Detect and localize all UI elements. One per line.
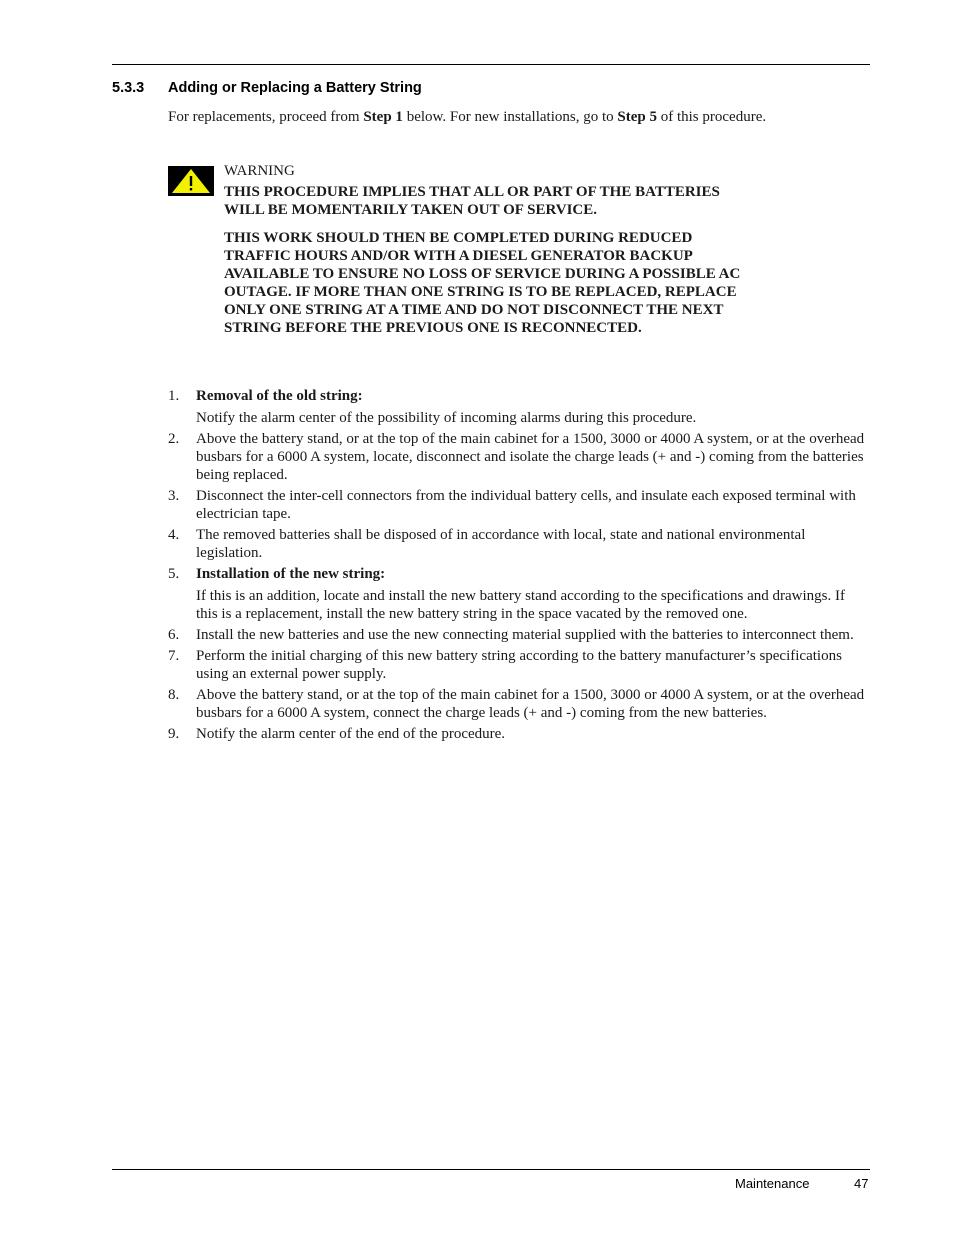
warning-block [224, 162, 744, 347]
step-number: 9. [168, 726, 180, 742]
warning-triangle-icon [168, 166, 214, 196]
footer-section-name: Maintenance [735, 1176, 810, 1191]
section-heading [112, 80, 422, 96]
intro-text-2: below. For new installations, go to [402, 109, 618, 125]
step-item [168, 626, 870, 644]
step-heading: Removal of the old string: [196, 388, 363, 404]
step-item [168, 565, 870, 623]
step-text: Install the new batteries and use the new connecting material supplied with the batteries to interconnect them. [196, 627, 854, 643]
step-number: 3. [168, 488, 180, 504]
step1-reference: Step 1 [363, 109, 403, 125]
step-text: Above the battery stand, or at the top of the main cabinet for a 1500, 3000 or 4000 A system, or at the overhead busbars for a 6000 A system, locate, disconnect and isolate the charge leads (+ and -) coming from the batteries being replaced. [196, 431, 865, 483]
step-text: Disconnect the inter-cell connectors from the individual battery cells, and insulate each exposed terminal with electrician tape. [196, 488, 856, 522]
step-item [168, 487, 870, 523]
step-item [168, 526, 870, 562]
warning-paragraph-2: THIS WORK SHOULD THEN BE COMPLETED DURING REDUCED TRAFFIC HOURS AND/OR WITH A DIESEL GENERATOR BACKUP AVAILABLE TO ENSURE NO LOSS OF SERVICE DURING A POSSIBLE AC OUTAGE. IF MORE THAN ONE STRING IS TO BE REPLACED, REPLACE ONLY ONE STRING AT A TIME AND DO NOT DISCONNECT THE NEXT STRING BEFORE THE PREVIOUS ONE IS RECONNECTED. [224, 230, 741, 336]
step-text: The removed batteries shall be disposed of in accordance with local, state and national environmental legislation. [196, 527, 806, 561]
step-item [168, 686, 870, 722]
step-number: 8. [168, 687, 180, 703]
step-number: 2. [168, 431, 180, 447]
step-number: 4. [168, 527, 180, 543]
step-text: Notify the alarm center of the possibility of incoming alarms during this procedure. [196, 410, 697, 426]
step-item [168, 647, 870, 683]
footer-rule [112, 1169, 870, 1170]
step-heading: Installation of the new string: [196, 566, 386, 582]
step5-reference: Step 5 [617, 109, 657, 125]
page-number: 47 [854, 1176, 869, 1191]
step-item [168, 725, 870, 743]
section-number: 5.3.3 [112, 80, 145, 96]
header-rule [112, 64, 870, 65]
step-number: 7. [168, 648, 180, 664]
intro-paragraph [168, 108, 858, 126]
intro-text-3: of this procedure. [656, 109, 767, 125]
intro-text-1: For replacements, proceed from [168, 109, 364, 125]
step-text: Perform the initial charging of this new battery string according to the battery manufacturer’s specifications using an external power supply. [196, 648, 842, 682]
step-number: 5. [168, 566, 180, 582]
step-text: Above the battery stand, or at the top of the main cabinet for a 1500, 3000 or 4000 A system, or at the overhead busbars for a 6000 A system, connect the charge leads (+ and -) coming from the new batteries. [196, 687, 865, 721]
section-title: Adding or Replacing a Battery String [168, 80, 422, 96]
step-number: 1. [168, 388, 180, 404]
step-number: 6. [168, 627, 180, 643]
step-item [168, 387, 870, 427]
procedure-steps [168, 387, 870, 746]
step-item [168, 430, 870, 484]
step-text: Notify the alarm center of the end of the procedure. [196, 726, 506, 742]
step-text: If this is an addition, locate and install the new battery stand according to the specifications and drawings. If this is a replacement, install the new battery string in the space vacated by the removed one. [196, 588, 845, 622]
warning-paragraph-1: THIS PROCEDURE IMPLIES THAT ALL OR PART OF THE BATTERIES WILL BE MOMENTARILY TAKEN OUT OF SERVICE. [224, 184, 720, 218]
warning-title: WARNING [224, 163, 295, 179]
